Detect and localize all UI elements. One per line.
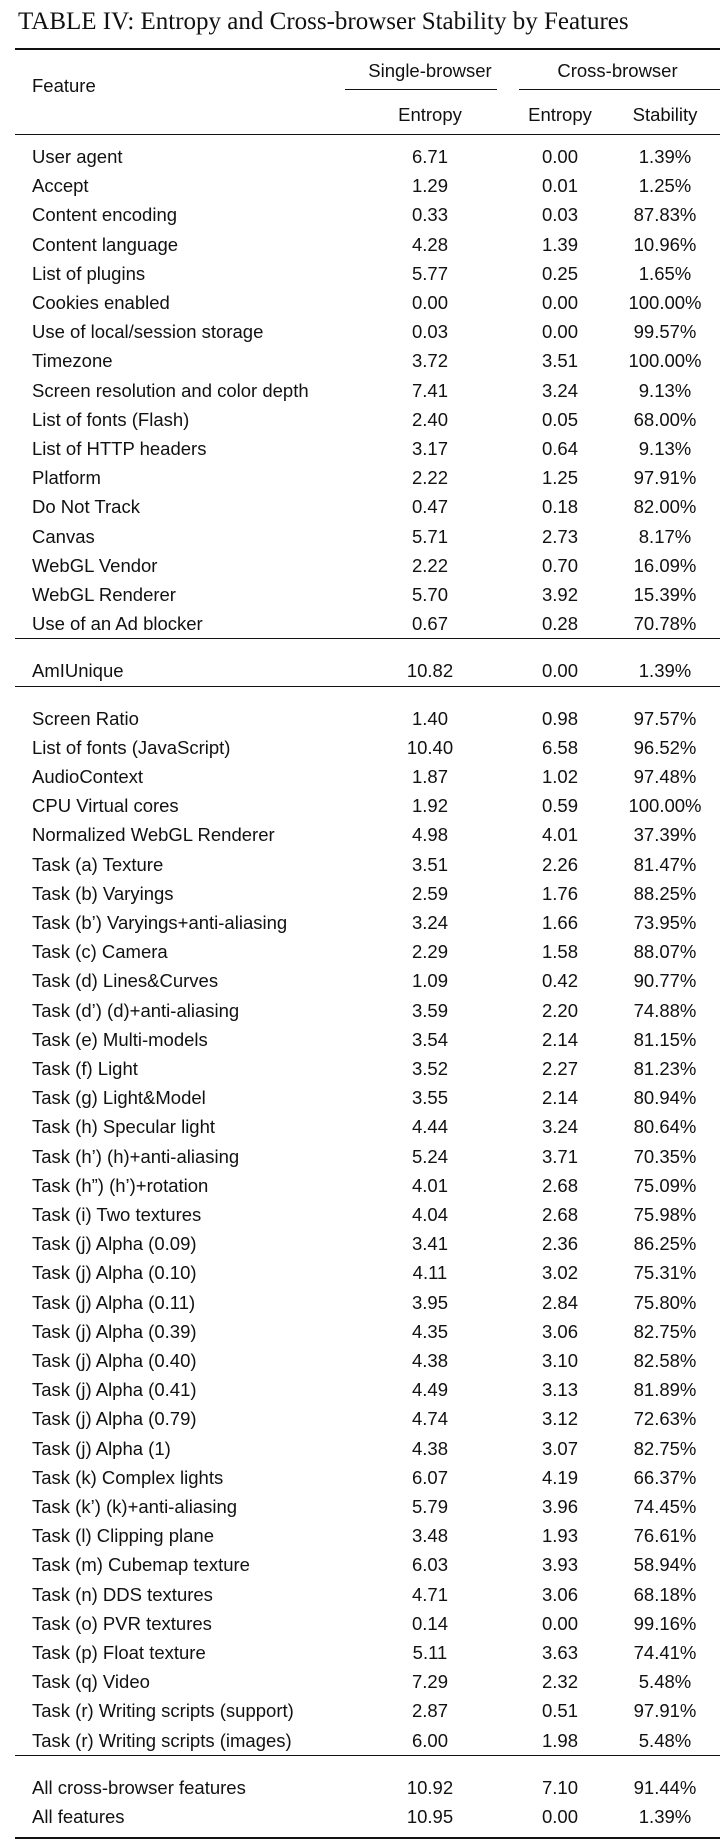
cell-stability: 81.15% — [633, 1029, 697, 1050]
group-rule — [15, 1755, 720, 1756]
cell-stability: 97.48% — [633, 766, 697, 787]
cell-single-entropy: 10.92 — [406, 1777, 454, 1798]
cell-single-entropy: 3.48 — [411, 1525, 448, 1546]
cell-stability: 82.00% — [633, 496, 697, 517]
cell-cross-entropy: 3.06 — [541, 1321, 578, 1342]
cell-stability: 75.31% — [633, 1262, 697, 1283]
header-feature: Feature — [32, 75, 96, 96]
cell-cross-entropy: 2.36 — [541, 1233, 578, 1254]
cell-feature: Accept — [32, 175, 89, 196]
cell-cross-entropy: 0.00 — [541, 1806, 578, 1827]
cell-feature: Task (j) Alpha (0.41) — [32, 1379, 197, 1400]
cell-stability: 97.91% — [633, 467, 697, 488]
single-browser-rule — [345, 89, 497, 90]
cell-feature: Task (o) PVR textures — [32, 1613, 212, 1634]
cell-feature: Task (r) Writing scripts (support) — [32, 1700, 294, 1721]
cell-stability: 15.39% — [633, 584, 697, 605]
cell-feature: List of plugins — [32, 263, 146, 284]
cell-cross-entropy: 2.68 — [541, 1204, 578, 1225]
cell-feature: Do Not Track — [32, 496, 140, 517]
cell-single-entropy: 4.71 — [411, 1584, 448, 1605]
cell-single-entropy: 2.59 — [411, 883, 448, 904]
cell-single-entropy: 0.00 — [411, 292, 448, 313]
cell-single-entropy: 6.07 — [411, 1467, 448, 1488]
cell-cross-entropy: 0.59 — [541, 795, 578, 816]
cell-single-entropy: 1.09 — [411, 970, 448, 991]
cell-stability: 74.88% — [633, 1000, 697, 1021]
cell-single-entropy: 4.01 — [411, 1175, 448, 1196]
cell-cross-entropy: 1.98 — [541, 1730, 578, 1751]
cell-cross-entropy: 0.98 — [541, 708, 578, 729]
cell-feature: Task (h”) (h’)+rotation — [32, 1175, 209, 1196]
cell-single-entropy: 7.41 — [411, 380, 448, 401]
cell-single-entropy: 6.00 — [411, 1730, 448, 1751]
cell-single-entropy: 5.11 — [412, 1642, 448, 1663]
cell-cross-entropy: 2.68 — [541, 1175, 578, 1196]
cell-single-entropy: 4.35 — [411, 1321, 448, 1342]
cell-single-entropy: 1.29 — [411, 175, 448, 196]
cell-feature: Task (k) Complex lights — [32, 1467, 224, 1488]
cell-single-entropy: 4.98 — [411, 824, 448, 845]
cell-feature: Canvas — [32, 526, 95, 547]
cell-feature: Task (j) Alpha (0.11) — [32, 1292, 196, 1313]
cell-stability: 82.75% — [633, 1321, 697, 1342]
cell-single-entropy: 2.87 — [411, 1700, 448, 1721]
group-rule — [15, 638, 720, 639]
cell-stability: 68.00% — [633, 409, 697, 430]
cell-stability: 99.57% — [633, 321, 697, 342]
cell-stability: 80.64% — [633, 1116, 697, 1137]
cell-single-entropy: 2.22 — [411, 467, 448, 488]
cell-cross-entropy: 2.14 — [541, 1029, 578, 1050]
cell-stability: 86.25% — [633, 1233, 697, 1254]
cell-stability: 1.25% — [638, 175, 692, 196]
cell-stability: 1.39% — [638, 660, 692, 681]
cell-single-entropy: 3.95 — [411, 1292, 448, 1313]
cell-cross-entropy: 6.58 — [541, 737, 578, 758]
cell-cross-entropy: 0.42 — [541, 970, 578, 991]
cell-single-entropy: 2.29 — [411, 941, 448, 962]
cell-single-entropy: 4.11 — [412, 1262, 448, 1283]
cell-cross-entropy: 0.03 — [541, 204, 578, 225]
cell-stability: 70.35% — [633, 1146, 697, 1167]
cross-browser-rule — [519, 89, 720, 90]
cell-cross-entropy: 3.93 — [541, 1554, 578, 1575]
cell-stability: 37.39% — [633, 824, 697, 845]
cell-feature: WebGL Vendor — [32, 555, 158, 576]
header-single-browser: Single-browser — [368, 60, 492, 81]
cell-stability: 74.45% — [633, 1496, 697, 1517]
cell-feature: Task (l) Clipping plane — [32, 1525, 215, 1546]
cell-cross-entropy: 3.07 — [541, 1438, 578, 1459]
cell-single-entropy: 0.33 — [411, 204, 448, 225]
cell-single-entropy: 1.92 — [411, 795, 448, 816]
cell-stability: 75.98% — [633, 1204, 697, 1225]
cell-cross-entropy: 2.20 — [541, 1000, 578, 1021]
cell-feature: Screen resolution and color depth — [32, 380, 309, 401]
cell-cross-entropy: 0.01 — [541, 175, 578, 196]
cell-single-entropy: 0.03 — [411, 321, 448, 342]
group-rule — [15, 686, 720, 687]
cell-single-entropy: 4.28 — [411, 234, 448, 255]
cell-cross-entropy: 1.58 — [541, 941, 578, 962]
cell-stability: 87.83% — [633, 204, 697, 225]
cell-cross-entropy: 7.10 — [541, 1777, 578, 1798]
cell-cross-entropy: 0.51 — [541, 1700, 578, 1721]
cell-single-entropy: 3.55 — [411, 1087, 448, 1108]
cell-feature: Task (e) Multi-models — [32, 1029, 208, 1050]
cell-cross-entropy: 0.00 — [541, 292, 578, 313]
cell-cross-entropy: 2.73 — [541, 526, 578, 547]
cell-cross-entropy: 2.32 — [541, 1671, 578, 1692]
cell-cross-entropy: 0.25 — [541, 263, 578, 284]
cell-feature: Task (b) Varyings — [32, 883, 174, 904]
cell-stability: 81.23% — [633, 1058, 697, 1079]
cell-feature: Task (f) Light — [32, 1058, 138, 1079]
cell-stability: 74.41% — [633, 1642, 697, 1663]
cell-feature: Task (m) Cubemap texture — [32, 1554, 250, 1575]
cell-single-entropy: 0.47 — [411, 496, 448, 517]
cell-stability: 81.89% — [633, 1379, 697, 1400]
cell-feature: Task (k’) (k)+anti-aliasing — [32, 1496, 238, 1517]
cell-stability: 1.39% — [638, 1806, 692, 1827]
cell-feature: Use of local/session storage — [32, 321, 264, 342]
table-caption: TABLE IV: Entropy and Cross-browser Stability by Features — [18, 8, 629, 35]
cell-cross-entropy: 3.71 — [541, 1146, 578, 1167]
cell-single-entropy: 4.49 — [411, 1379, 448, 1400]
cell-cross-entropy: 1.02 — [541, 766, 578, 787]
cell-feature: Content language — [32, 234, 179, 255]
cell-stability: 9.13% — [638, 380, 692, 401]
cell-cross-entropy: 3.13 — [541, 1379, 578, 1400]
cell-feature: Task (j) Alpha (1) — [32, 1438, 171, 1459]
cell-cross-entropy: 0.28 — [541, 613, 578, 634]
cell-cross-entropy: 3.06 — [541, 1584, 578, 1605]
cell-stability: 1.65% — [638, 263, 692, 284]
cell-feature: WebGL Renderer — [32, 584, 176, 605]
cell-single-entropy: 4.38 — [411, 1438, 448, 1459]
cell-feature: Task (j) Alpha (0.09) — [32, 1233, 197, 1254]
cell-stability: 73.95% — [633, 912, 697, 933]
cell-cross-entropy: 3.24 — [541, 380, 578, 401]
cell-stability: 66.37% — [633, 1467, 697, 1488]
cell-stability: 99.16% — [633, 1613, 697, 1634]
cell-single-entropy: 7.29 — [411, 1671, 448, 1692]
cell-stability: 70.78% — [633, 613, 697, 634]
cell-cross-entropy: 3.63 — [541, 1642, 578, 1663]
cell-single-entropy: 4.38 — [411, 1350, 448, 1371]
cell-stability: 58.94% — [633, 1554, 697, 1575]
cell-feature: Task (d) Lines&Curves — [32, 970, 219, 991]
cell-cross-entropy: 0.70 — [541, 555, 578, 576]
cell-stability: 82.58% — [633, 1350, 697, 1371]
cell-feature: AmIUnique — [32, 660, 124, 681]
cell-single-entropy: 6.03 — [411, 1554, 448, 1575]
cell-feature: All cross-browser features — [32, 1777, 246, 1798]
cell-cross-entropy: 0.00 — [541, 321, 578, 342]
cell-single-entropy: 3.72 — [411, 350, 448, 371]
cell-stability: 100.00% — [628, 292, 702, 313]
cell-cross-entropy: 2.26 — [541, 854, 578, 875]
header-rule — [15, 134, 720, 135]
cell-feature: Use of an Ad blocker — [32, 613, 203, 634]
cell-feature: Task (h’) (h)+anti-aliasing — [32, 1146, 240, 1167]
cell-stability: 75.09% — [633, 1175, 697, 1196]
cell-stability: 8.17% — [638, 526, 692, 547]
cell-cross-entropy: 1.25 — [541, 467, 578, 488]
cell-cross-entropy: 3.92 — [541, 584, 578, 605]
cell-feature: Screen Ratio — [32, 708, 139, 729]
header-entropy-single: Entropy — [398, 104, 462, 125]
cell-feature: Task (d’) (d)+anti-aliasing — [32, 1000, 240, 1021]
cell-single-entropy: 3.52 — [411, 1058, 448, 1079]
cell-single-entropy: 3.41 — [411, 1233, 448, 1254]
cell-feature: List of HTTP headers — [32, 438, 207, 459]
cell-cross-entropy: 3.24 — [541, 1116, 578, 1137]
cell-cross-entropy: 4.01 — [541, 824, 578, 845]
cell-stability: 80.94% — [633, 1087, 697, 1108]
cell-cross-entropy: 1.39 — [541, 234, 578, 255]
cell-stability: 100.00% — [628, 350, 702, 371]
cell-single-entropy: 2.22 — [411, 555, 448, 576]
cell-stability: 16.09% — [633, 555, 697, 576]
cell-cross-entropy: 3.10 — [541, 1350, 578, 1371]
cell-single-entropy: 5.71 — [411, 526, 448, 547]
cell-feature: Task (r) Writing scripts (images) — [32, 1730, 292, 1751]
cell-stability: 5.48% — [638, 1671, 692, 1692]
cell-feature: Content encoding — [32, 204, 178, 225]
cell-cross-entropy: 3.51 — [541, 350, 578, 371]
cell-cross-entropy: 2.27 — [541, 1058, 578, 1079]
cell-stability: 91.44% — [633, 1777, 697, 1798]
cell-feature: Task (q) Video — [32, 1671, 150, 1692]
cell-feature: Normalized WebGL Renderer — [32, 824, 275, 845]
cell-cross-entropy: 0.00 — [541, 146, 578, 167]
cell-stability: 82.75% — [633, 1438, 697, 1459]
cell-single-entropy: 3.59 — [411, 1000, 448, 1021]
cell-feature: Task (c) Camera — [32, 941, 168, 962]
cell-stability: 76.61% — [633, 1525, 697, 1546]
cell-stability: 75.80% — [633, 1292, 697, 1313]
cell-single-entropy: 10.40 — [406, 737, 454, 758]
cell-feature: Task (h) Specular light — [32, 1116, 216, 1137]
cell-cross-entropy: 1.76 — [541, 883, 578, 904]
cell-single-entropy: 5.79 — [411, 1496, 448, 1517]
cell-single-entropy: 4.04 — [411, 1204, 448, 1225]
top-rule — [15, 48, 720, 50]
cell-cross-entropy: 2.14 — [541, 1087, 578, 1108]
cell-feature: All features — [32, 1806, 125, 1827]
cell-single-entropy: 10.82 — [406, 660, 454, 681]
cell-feature: Task (j) Alpha (0.79) — [32, 1408, 197, 1429]
cell-stability: 100.00% — [628, 795, 702, 816]
cell-feature: User agent — [32, 146, 123, 167]
cell-feature: Cookies enabled — [32, 292, 170, 313]
cell-single-entropy: 0.14 — [411, 1613, 448, 1634]
cell-cross-entropy: 3.96 — [541, 1496, 578, 1517]
cell-stability: 68.18% — [633, 1584, 697, 1605]
cell-feature: Task (j) Alpha (0.39) — [32, 1321, 197, 1342]
cell-single-entropy: 6.71 — [411, 146, 448, 167]
cell-feature: List of fonts (Flash) — [32, 409, 190, 430]
cell-feature: List of fonts (JavaScript) — [32, 737, 231, 758]
cell-stability: 72.63% — [633, 1408, 697, 1429]
cell-stability: 97.91% — [633, 1700, 697, 1721]
cell-single-entropy: 3.54 — [411, 1029, 448, 1050]
cell-cross-entropy: 3.12 — [541, 1408, 578, 1429]
cell-stability: 10.96% — [633, 234, 697, 255]
cell-stability: 96.52% — [633, 737, 697, 758]
cell-single-entropy: 4.74 — [411, 1408, 448, 1429]
cell-cross-entropy: 3.02 — [541, 1262, 578, 1283]
cell-stability: 88.25% — [633, 883, 697, 904]
cell-single-entropy: 4.44 — [411, 1116, 448, 1137]
cell-single-entropy: 5.24 — [411, 1146, 448, 1167]
cell-feature: Platform — [32, 467, 101, 488]
cell-cross-entropy: 0.64 — [541, 438, 578, 459]
cell-single-entropy: 3.17 — [411, 438, 448, 459]
cell-feature: Task (a) Texture — [32, 854, 164, 875]
header-entropy-cross: Entropy — [528, 104, 592, 125]
cell-single-entropy: 0.67 — [411, 613, 448, 634]
cell-single-entropy: 5.70 — [411, 584, 448, 605]
cell-feature: Task (j) Alpha (0.40) — [32, 1350, 197, 1371]
cell-cross-entropy: 0.18 — [541, 496, 578, 517]
cell-single-entropy: 1.87 — [411, 766, 448, 787]
cell-cross-entropy: 0.00 — [541, 660, 578, 681]
cell-stability: 90.77% — [633, 970, 697, 991]
cell-single-entropy: 5.77 — [411, 263, 448, 284]
cell-cross-entropy: 0.00 — [541, 1613, 578, 1634]
cell-cross-entropy: 4.19 — [541, 1467, 578, 1488]
cell-single-entropy: 10.95 — [406, 1806, 454, 1827]
cell-single-entropy: 3.24 — [411, 912, 448, 933]
cell-cross-entropy: 0.05 — [541, 409, 578, 430]
cell-single-entropy: 2.40 — [411, 409, 448, 430]
cell-feature: Task (b’) Varyings+anti-aliasing — [32, 912, 288, 933]
cell-cross-entropy: 1.93 — [541, 1525, 578, 1546]
cell-stability: 88.07% — [633, 941, 697, 962]
cell-stability: 9.13% — [638, 438, 692, 459]
cell-stability: 5.48% — [638, 1730, 692, 1751]
cell-feature: AudioContext — [32, 766, 144, 787]
cell-feature: Task (p) Float texture — [32, 1642, 206, 1663]
cell-cross-entropy: 1.66 — [541, 912, 578, 933]
header-cross-browser: Cross-browser — [557, 60, 678, 81]
header-stability: Stability — [632, 104, 698, 125]
cell-cross-entropy: 2.84 — [541, 1292, 578, 1313]
cell-stability: 97.57% — [633, 708, 697, 729]
cell-single-entropy: 1.40 — [411, 708, 448, 729]
cell-stability: 1.39% — [638, 146, 692, 167]
cell-feature: Timezone — [32, 350, 113, 371]
cell-feature: Task (i) Two textures — [32, 1204, 202, 1225]
cell-feature: Task (j) Alpha (0.10) — [32, 1262, 197, 1283]
cell-feature: Task (n) DDS textures — [32, 1584, 213, 1605]
cell-feature: Task (g) Light&Model — [32, 1087, 206, 1108]
cell-single-entropy: 3.51 — [411, 854, 448, 875]
cell-feature: CPU Virtual cores — [32, 795, 179, 816]
cell-stability: 81.47% — [633, 854, 697, 875]
